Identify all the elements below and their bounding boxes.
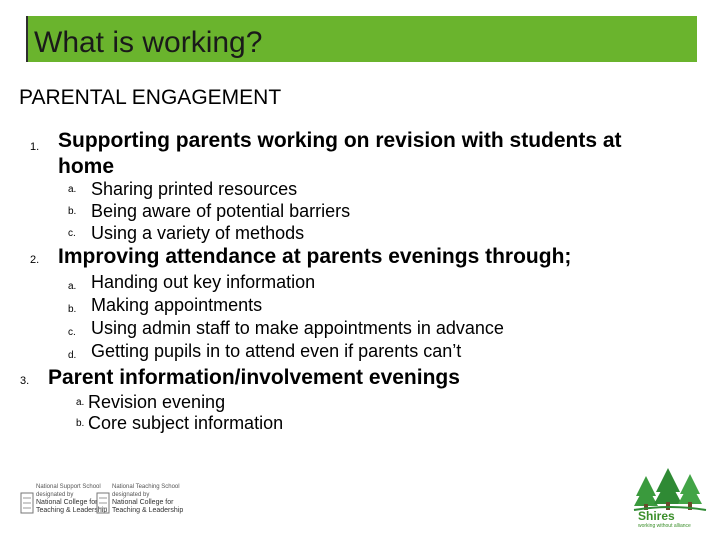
shires-logo	[632, 466, 708, 532]
sub-item: Getting pupils in to attend even if parents can’t	[91, 341, 462, 361]
tree-icon	[632, 466, 708, 512]
crest-icon	[20, 491, 34, 515]
brand-name: Shires	[638, 509, 675, 523]
logo-text: Teaching & Leadership	[112, 507, 184, 514]
item-heading-line: Supporting parents working on revision with students at	[58, 129, 622, 152]
sub-item: Revision evening	[88, 392, 226, 412]
crest-icon	[96, 491, 110, 515]
logo-text: National College for	[36, 499, 98, 506]
sub-item: Core subject information	[88, 413, 284, 433]
logo-text: Teaching & Leadership	[36, 507, 108, 514]
sub-letter: a.	[76, 397, 85, 408]
sub-item: Making appointments	[91, 295, 263, 315]
sub-letter: b.	[68, 304, 77, 315]
sub-item: Handing out key information	[91, 272, 316, 292]
sub-letter: c.	[68, 228, 76, 239]
logo-text: National Support School	[36, 484, 101, 490]
item-heading	[58, 128, 622, 180]
item-heading-line: home	[58, 155, 115, 178]
item-number: 1.	[30, 141, 40, 153]
brand-tagline: working without alliance	[638, 523, 691, 529]
page-title: What is working?	[34, 26, 263, 59]
sub-item: Using a variety of methods	[91, 223, 305, 243]
sub-item: Being aware of potential barriers	[91, 201, 351, 221]
sub-letter: d.	[68, 350, 77, 361]
logo-text: National College for	[112, 499, 174, 506]
item-heading: Parent information/involvement evenings	[48, 366, 460, 389]
sub-item: Using admin staff to make appointments in advance	[91, 318, 504, 338]
logo-text: National Teaching School	[112, 484, 180, 490]
sub-letter: b.	[68, 206, 77, 217]
logo-text: designated by	[112, 492, 150, 498]
national-teaching-school-logo	[96, 483, 206, 527]
sub-letter: c.	[68, 327, 76, 338]
sub-letter: a.	[68, 184, 77, 195]
title-bar	[26, 16, 697, 62]
sub-item: Sharing printed resources	[91, 179, 298, 199]
sub-letter: a.	[68, 281, 77, 292]
item-heading: Improving attendance at parents evenings through;	[58, 245, 572, 268]
item-number: 2.	[30, 254, 40, 266]
logo-text: designated by	[36, 492, 74, 498]
item-number: 3.	[20, 375, 30, 387]
section-heading: PARENTAL ENGAGEMENT	[19, 86, 282, 109]
sub-letter: b.	[76, 418, 85, 429]
